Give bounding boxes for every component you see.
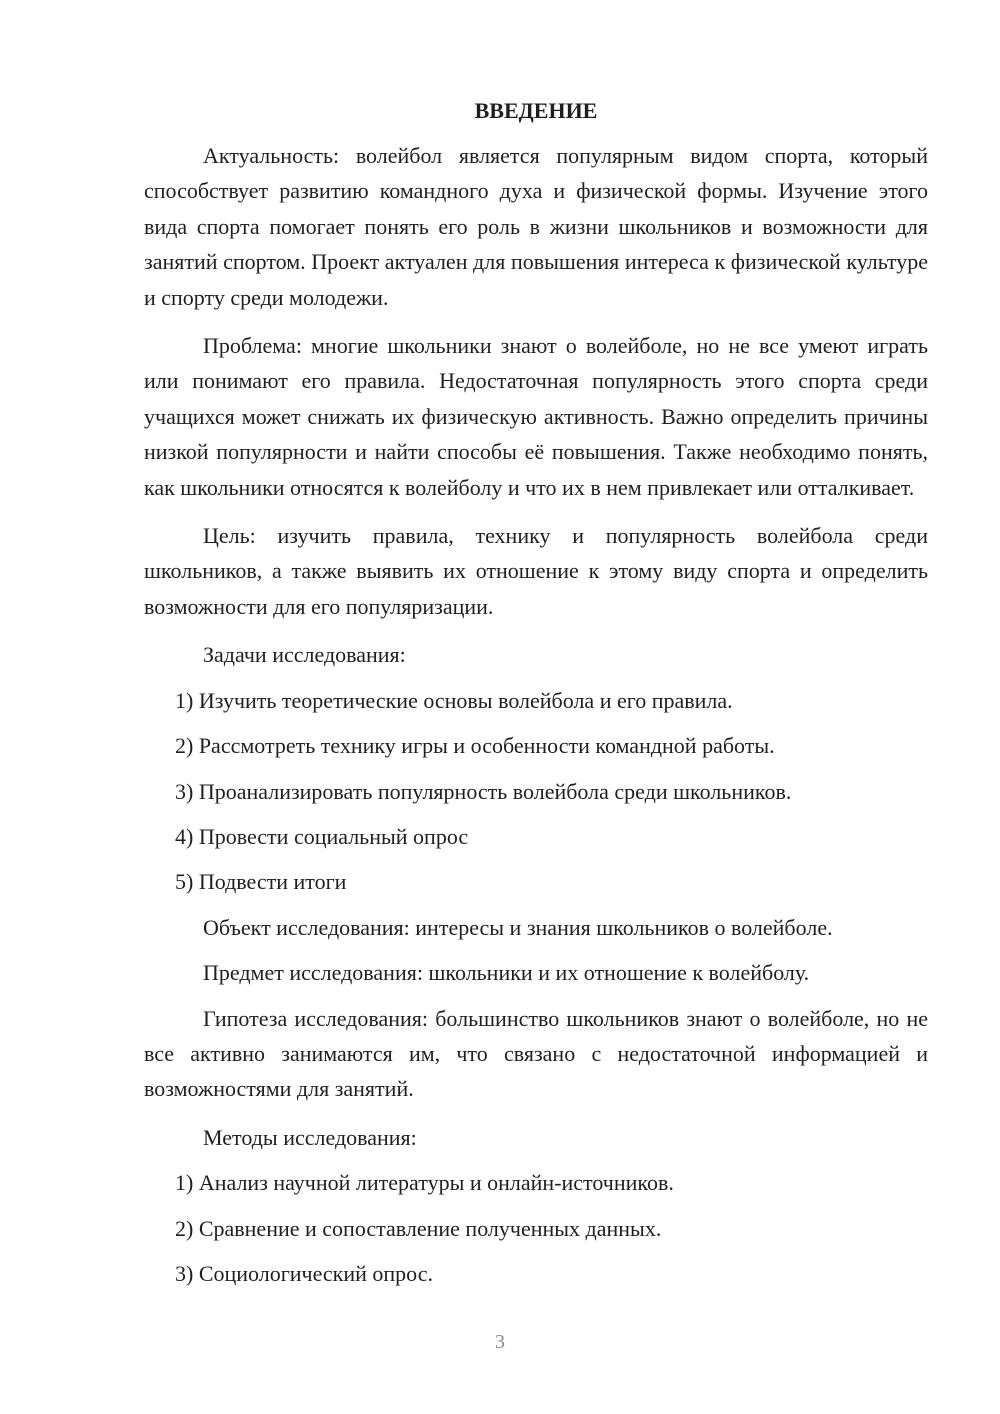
relevance-paragraph: Актуальность: волейбол является популярным видом спорта, который способствует развитию командного духа и физической формы. Изучение этого вида спорта помогает понять его роль в жизни школьников и возможности для занятий спортом. Проект актуален для повышения интереса к физической культуре и спорту среди молодежи. [144,143,928,310]
goal-paragraph: Цель: изучить правила, технику и популярность волейбола среди школьников, а также выявить их отношение к этому виду спорта и определить возможности для его популяризации. [144,523,928,619]
method-item-3: 3) Социологический опрос. [175,1260,433,1286]
method-item-1: 1) Анализ научной литературы и онлайн-источников. [175,1170,674,1196]
page-number: 3 [495,1331,505,1353]
page-title: ВВЕДЕНИЕ [474,98,598,123]
hypothesis-paragraph: Гипотеза исследования: большинство школьников знают о волейболе, но не все активно занимаются им, что связано с недостаточной информацией и возможностями для занятий. [144,1005,928,1102]
task-item-4: 4) Провести социальный опрос [175,823,469,849]
research-subject: Предмет исследования: школьники и их отношение к волейболу. [203,960,810,986]
task-item-3: 3) Проанализировать популярность волейбола среди школьников. [175,778,792,804]
problem-paragraph: Проблема: многие школьники знают о волейболе, но не все умеют играть или понимают его правила. Недостаточная популярность этого спорта среди учащихся может снижать их физическую активность. Важно определить причины низкой популярности и найти способы её повышения. Также необходимо понять, как школьники относятся к волейболу и что их в нем привлекает или отталкивает. [144,333,928,500]
task-item-1: 1) Изучить теоретические основы волейбола и его правила. [175,687,733,713]
methods-heading: Методы исследования: [203,1124,417,1150]
document-page [144,96,928,1301]
task-item-5: 5) Подвести итоги [175,869,347,895]
task-item-2: 2) Рассмотреть технику игры и особенности командной работы. [175,733,775,759]
tasks-heading: Задачи исследования: [203,642,406,668]
research-object: Объект исследования: интересы и знания школьников о волейболе. [203,914,833,940]
method-item-2: 2) Сравнение и сопоставление полученных данных. [175,1215,662,1241]
